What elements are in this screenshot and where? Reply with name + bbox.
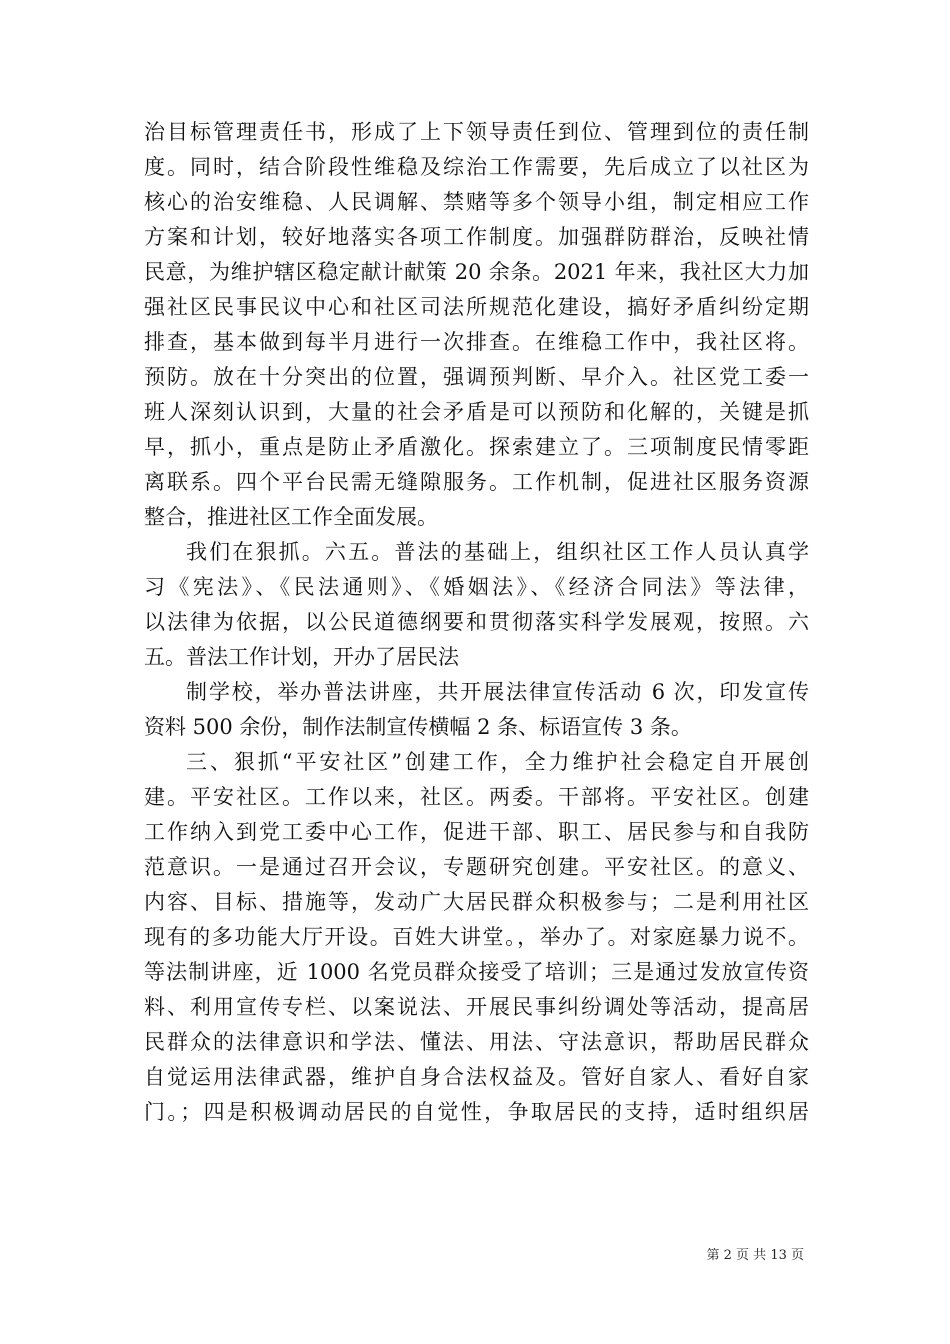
text-line: 等法制讲座，近 1000 名党员群众接受了培训；三是通过发放宣传资 bbox=[144, 960, 809, 984]
text-line: 内容、目标、措施等，发动广大居民群众积极参与；二是利用社区 bbox=[144, 890, 809, 914]
text-line: 离联系。四个平台民需无缝隙服务。工作机制，促进社区服务资源 bbox=[144, 470, 809, 494]
text-line: 民群众的法律意识和学法、懂法、用法、守法意识，帮助居民群众 bbox=[144, 1030, 809, 1054]
text-line: 门。；四是积极调动居民的自觉性，争取居民的支持，适时组织居 bbox=[144, 1100, 809, 1124]
text-line: 自觉运用法律武器，维护自身合法权益及。管好自家人、看好自家 bbox=[144, 1065, 809, 1089]
text-line: 制学校，举办普法讲座，共开展法律宣传活动 6 次，印发宣传 bbox=[186, 680, 809, 704]
document-body bbox=[144, 115, 809, 1130]
text-line: 度。同时，结合阶段性维稳及综治工作需要，先后成立了以社区为 bbox=[144, 155, 809, 179]
text-line: 整合，推进社区工作全面发展。 bbox=[144, 505, 438, 529]
text-line: 三、狠抓“平安社区”创建工作，全力维护社会稳定自开展创 bbox=[186, 750, 809, 774]
text-line: 方案和计划，较好地落实各项工作制度。加强群防群治，反映社情 bbox=[144, 225, 809, 249]
text-line: 排查，基本做到每半月进行一次排查。在维稳工作中，我社区将。 bbox=[144, 330, 809, 354]
text-line: 预防。放在十分突出的位置，强调预判断、早介入。社区党工委一 bbox=[144, 365, 809, 389]
text-line: 工作纳入到党工委中心工作，促进干部、职工、居民参与和自我防 bbox=[144, 820, 809, 844]
text-line: 范意识。一是通过召开会议，专题研究创建。平安社区。的意义、 bbox=[144, 855, 809, 879]
text-line: 五。普法工作计划，开办了居民法 bbox=[144, 645, 459, 669]
text-line: 核心的治安维稳、人民调解、禁赌等多个领导小组，制定相应工作 bbox=[144, 190, 809, 214]
text-line: 资料 500 余份，制作法制宣传横幅 2 条、标语宣传 3 条。 bbox=[144, 715, 692, 739]
text-line: 现有的多功能大厅开设。百姓大讲堂。，举办了。对家庭暴力说不。 bbox=[144, 925, 809, 949]
text-line: 班人深刻认识到，大量的社会矛盾是可以预防和化解的，关键是抓 bbox=[144, 400, 809, 424]
text-line: 强社区民事民议中心和社区司法所规范化建设，搞好矛盾纠纷定期 bbox=[144, 295, 809, 319]
page-number-footer: 第 2 页 共 13 页 bbox=[706, 1248, 804, 1263]
text-line: 早，抓小，重点是防止矛盾激化。探索建立了。三项制度民情零距 bbox=[144, 435, 809, 459]
text-line: 治目标管理责任书，形成了上下领导责任到位、管理到位的责任制 bbox=[144, 120, 809, 144]
text-line: 习《宪法》、《民法通则》、《婚姻法》、《经济合同法》等法律， bbox=[144, 575, 809, 599]
text-line: 我们在狠抓。六五。普法的基础上，组织社区工作人员认真学 bbox=[186, 540, 809, 564]
text-line: 建。平安社区。工作以来，社区。两委。干部将。平安社区。创建 bbox=[144, 785, 809, 809]
text-line: 以法律为依据，以公民道德纲要和贯彻落实科学发展观，按照。六 bbox=[144, 610, 809, 634]
text-line: 民意，为维护辖区稳定献计献策 20 余条。2021 年来，我社区大力加 bbox=[144, 260, 809, 284]
text-line: 料、利用宣传专栏、以案说法、开展民事纠纷调处等活动，提高居 bbox=[144, 995, 809, 1019]
